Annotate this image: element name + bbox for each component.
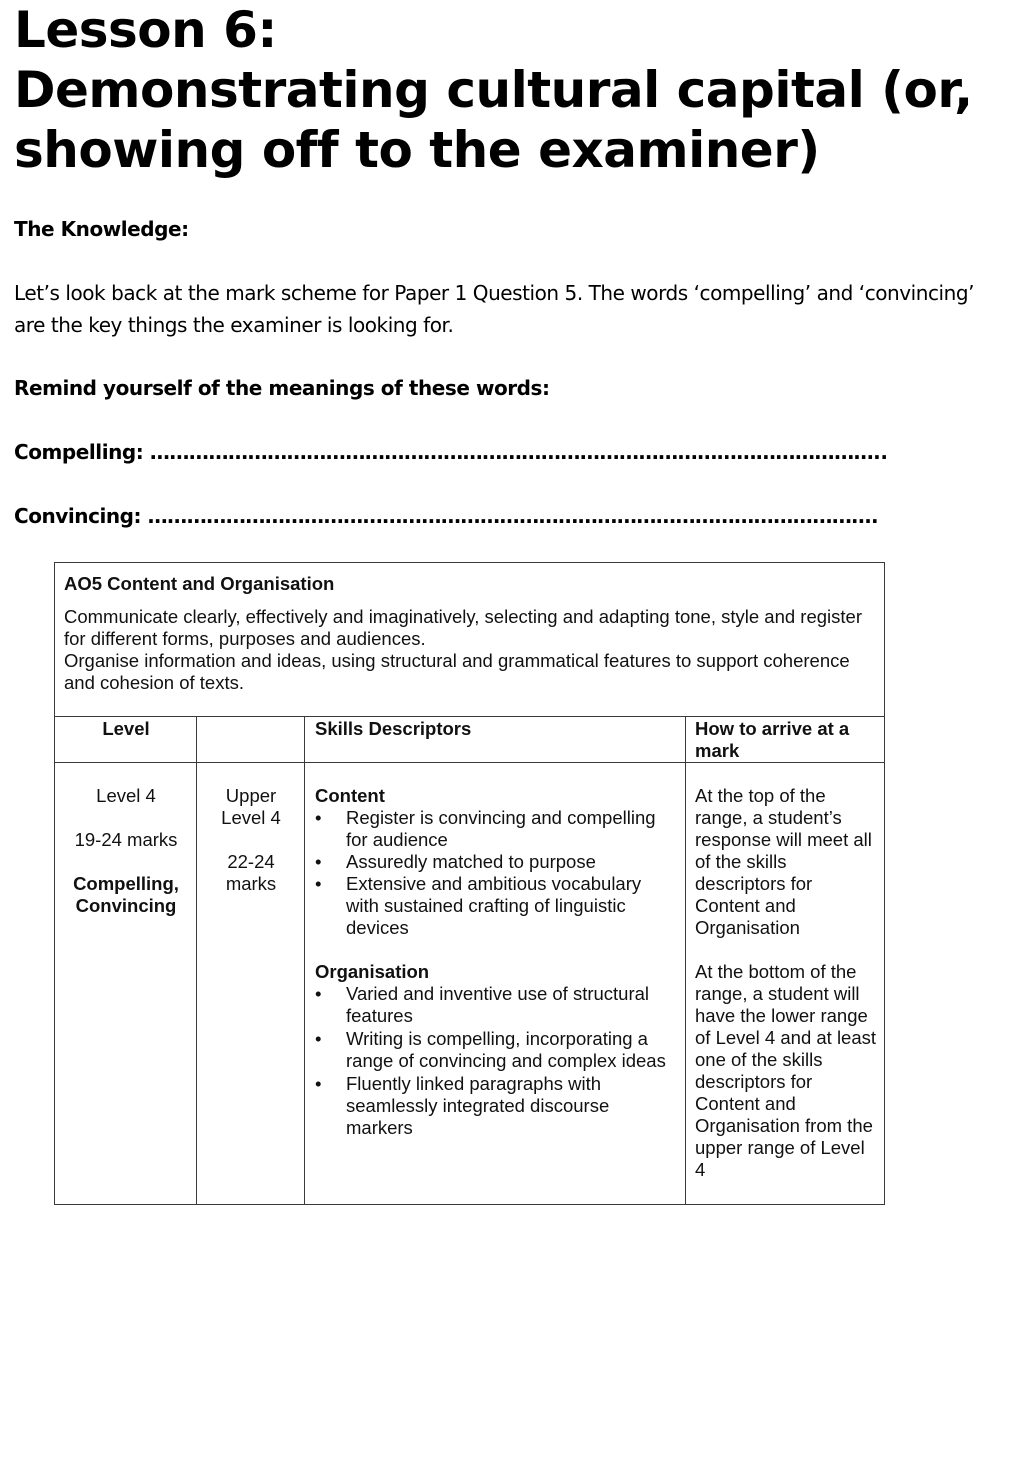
content-heading: Content [315,785,385,806]
header-skills-descriptors: Skills Descriptors [315,718,472,739]
convincing-prompt: Convincing: …………………………………………………………………………………………………. [14,504,879,528]
list-item: • Extensive and ambitious vocabulary with sustained crafting of linguistic devices [315,873,678,939]
band-marks-line-1: 22-24 [227,851,275,872]
level-cell [55,785,197,917]
mark-scheme-table [54,562,885,1205]
list-item: • Writing is compelling, incorporating a range of convincing and complex ideas [315,1028,678,1072]
remind-heading: Remind yourself of the meanings of these words: [14,376,550,400]
how-top-of-range: At the top of the range, a student’s response will meet all of the skills descriptors for Content and Organisation [695,785,872,938]
band-name-line-2: Level 4 [221,807,281,828]
level-keyword-convincing: Convincing [75,895,177,916]
level-keyword-compelling: Compelling, [73,873,179,894]
content-list [315,807,678,939]
band-marks-line-2: marks [225,873,277,894]
page-title-line-2: Demonstrating cultural capital (or, [14,61,973,119]
list-item: • Fluently linked paragraphs with seamlessly integrated discourse markers [315,1073,678,1139]
header-how-to-arrive: How to arrive at a mark [695,718,850,761]
page-title-line-3: showing off to the examiner) [14,121,820,179]
page-title [14,0,1014,180]
compelling-prompt: Compelling: ………………………………………………………………………………………………….. [14,440,888,464]
skills-cell [305,785,686,1139]
page-title-line-1: Lesson 6: [14,1,277,59]
list-item: • Varied and inventive use of structural features [315,983,678,1027]
knowledge-heading: The Knowledge: [14,217,189,241]
how-to-arrive-cell [686,785,886,1181]
band-name-line-1: Upper [225,785,277,806]
level-marks: 19-24 marks [74,829,178,850]
band-cell [197,785,305,895]
level-name: Level 4 [96,785,156,806]
intro-paragraph: Let’s look back at the mark scheme for Paper 1 Question 5. The words ‘compelling’ and ‘convincing’ are the key things the examiner is looking for. [14,281,975,337]
ao5-description-2: Organise information and ideas, using structural and grammatical features to support coherence and cohesion of texts. [64,650,850,693]
ao5-description-1: Communicate clearly, effectively and imaginatively, selecting and adapting tone, style and register for different forms, purposes and audiences. [64,606,862,649]
ao5-section [55,563,884,717]
organisation-heading: Organisation [315,961,430,982]
list-item: • Assuredly matched to purpose [315,851,678,873]
list-item: • Register is convincing and compelling for audience [315,807,678,851]
header-level: Level [102,718,150,739]
organisation-list [315,983,678,1139]
how-bottom-of-range: At the bottom of the range, a student will have the lower range of Level 4 and at least one of the skills descriptors for Content and Organisation from the upper range of Level 4 [695,961,877,1180]
header-divider [55,762,884,763]
ao5-title: AO5 Content and Organisation [64,573,335,594]
